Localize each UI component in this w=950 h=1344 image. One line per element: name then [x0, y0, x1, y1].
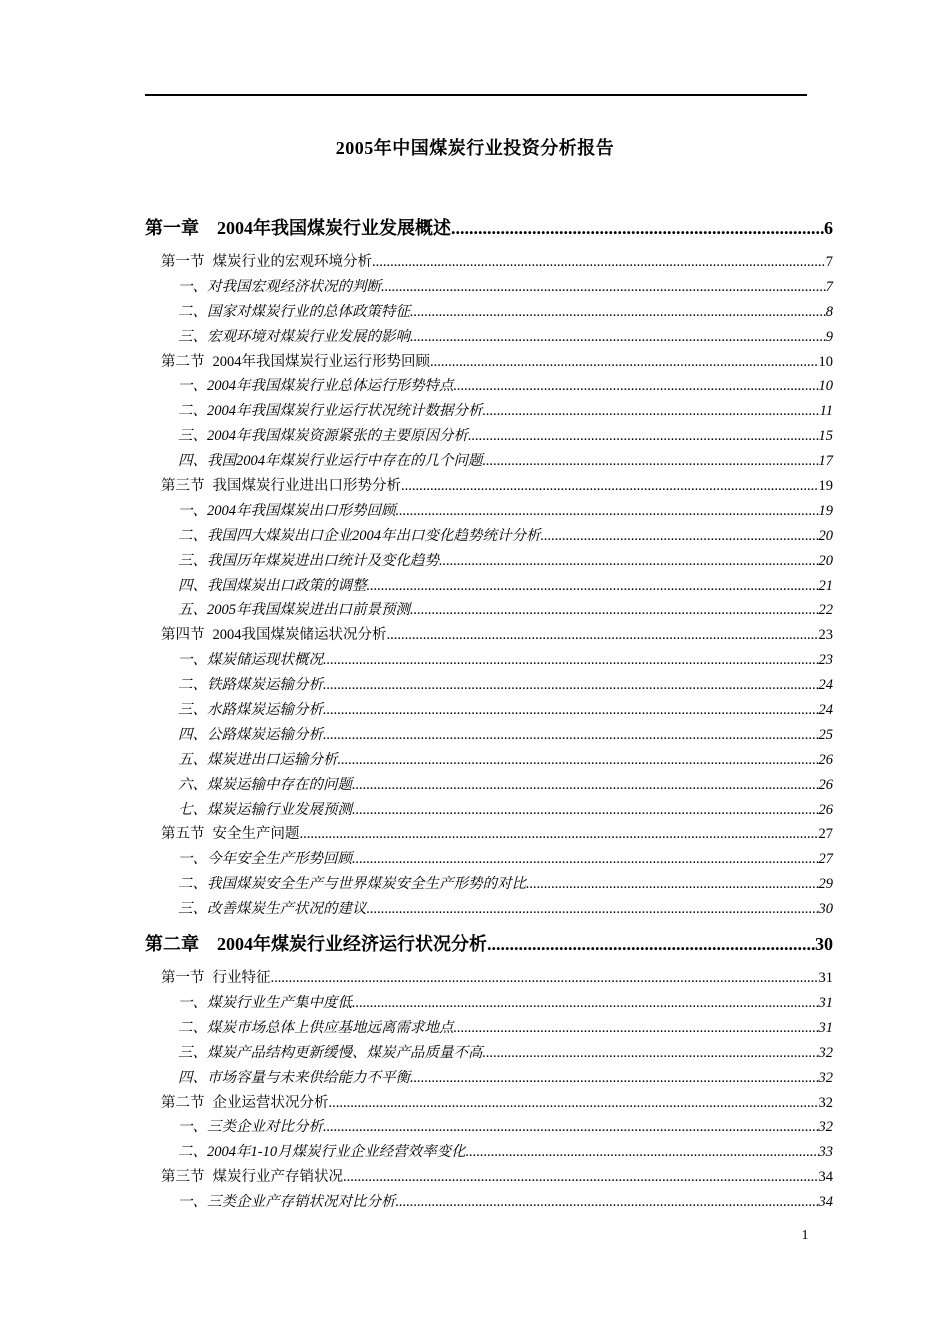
toc-entry-label	[178, 673, 323, 698]
toc-item[interactable]	[145, 847, 833, 872]
toc-entry-number: 第五节	[161, 826, 205, 843]
toc-item[interactable]	[145, 549, 833, 574]
toc-chapter[interactable]	[145, 216, 833, 240]
toc-item[interactable]	[145, 325, 833, 350]
toc-entry-label	[161, 474, 401, 499]
toc-entry-label	[178, 1140, 466, 1165]
dot-leader	[387, 623, 819, 648]
toc-page-number: 32	[818, 1094, 833, 1111]
toc-entry-text: 一、今年安全生产形势回顾	[178, 851, 352, 868]
toc-entry-label	[178, 847, 352, 872]
dot-leader	[343, 1165, 819, 1190]
toc-page-number: 31	[818, 1019, 833, 1036]
toc-entry-label	[178, 1016, 454, 1041]
toc-page-number: 9	[825, 328, 833, 345]
toc-item[interactable]	[145, 574, 833, 599]
dot-leader	[338, 748, 819, 773]
dot-leader	[352, 847, 819, 872]
toc-entry-text: 企业运营状况分析	[212, 1094, 329, 1111]
toc-entry-label	[161, 250, 372, 275]
toc-entry-label	[178, 300, 410, 325]
toc-entry-number: 第三节	[161, 478, 205, 495]
toc-page-number: 19	[818, 502, 833, 519]
toc-item[interactable]	[145, 275, 833, 300]
toc-page-number: 22	[818, 602, 833, 619]
toc-page-number: 6	[824, 218, 833, 238]
toc-entry-text: 一、三类企业产存销状况对比分析	[178, 1194, 396, 1211]
dot-leader	[323, 648, 819, 673]
toc-entry-label	[178, 449, 483, 474]
dot-leader	[483, 399, 820, 424]
dot-leader	[483, 449, 819, 474]
toc-entry-label	[161, 966, 271, 991]
toc-page-number: 25	[818, 726, 833, 743]
toc-page-number: 26	[818, 776, 833, 793]
toc-entry-text: 煤炭行业产存销状况	[212, 1169, 343, 1186]
dot-leader	[352, 773, 819, 798]
toc-item[interactable]	[145, 1041, 833, 1066]
toc-entry-number: 第一节	[161, 970, 205, 987]
toc-section[interactable]	[145, 623, 833, 648]
dot-leader	[410, 1066, 819, 1091]
toc-item[interactable]	[145, 1190, 833, 1215]
toc-item[interactable]	[145, 499, 833, 524]
dot-leader	[271, 966, 819, 991]
toc-page-number: 17	[818, 453, 833, 470]
toc-page-number: 32	[818, 1044, 833, 1061]
toc-item[interactable]	[145, 798, 833, 823]
dot-leader	[367, 574, 819, 599]
dot-leader	[323, 673, 819, 698]
toc-item[interactable]	[145, 872, 833, 897]
dot-leader	[300, 822, 819, 847]
toc-page-number: 24	[818, 677, 833, 694]
toc-entry-label	[178, 574, 367, 599]
toc-entry-number: 第二节	[161, 1094, 205, 1111]
toc-entry-text: 2004年我国煤炭行业发展概述	[217, 218, 451, 238]
dot-leader	[468, 424, 819, 449]
dot-leader	[367, 897, 819, 922]
toc-page-number: 34	[818, 1169, 833, 1186]
toc-page-number: 23	[818, 652, 833, 669]
toc-entry-text: 七、煤炭运输行业发展预测	[178, 801, 352, 818]
toc-entry-text: 三、水路煤炭运输分析	[178, 702, 323, 719]
toc-entry-text: 一、2004年我国煤炭出口形势回顾	[178, 502, 396, 519]
toc-entry-text: 一、对我国宏观经济状况的判断	[178, 278, 381, 295]
toc-entry-text: 安全生产问题	[212, 826, 300, 843]
dot-leader	[466, 1140, 819, 1165]
toc-page-number: 10	[818, 378, 833, 395]
toc-entry-text: 二、我国四大煤炭出口企业2004年出口变化趋势统计分析	[178, 527, 541, 544]
toc-entry-label	[178, 524, 541, 549]
dot-leader	[451, 216, 824, 240]
toc-item[interactable]	[145, 648, 833, 673]
toc-entry-label	[178, 374, 454, 399]
toc-entry-label	[178, 1190, 396, 1215]
dot-leader	[410, 300, 826, 325]
toc-page-number: 11	[819, 403, 833, 420]
toc-item[interactable]	[145, 673, 833, 698]
header-rule	[145, 94, 807, 96]
toc-item[interactable]	[145, 1066, 833, 1091]
toc-entry-text: 2004年煤炭行业经济运行状况分析	[217, 934, 487, 955]
toc-entry-text: 一、三类企业对比分析	[178, 1119, 323, 1136]
toc-page-number: 27	[818, 851, 833, 868]
toc-entry-text: 六、煤炭运输中存在的问题	[178, 776, 352, 793]
toc-entry-label	[178, 1066, 410, 1091]
toc-entry-text: 三、宏观环境对煤炭行业发展的影响	[178, 328, 410, 345]
toc-entry-text: 五、煤炭进出口运输分析	[178, 751, 338, 768]
dot-leader	[526, 872, 819, 897]
toc-entry-number: 第二章	[145, 934, 199, 955]
toc-page-number: 20	[818, 552, 833, 569]
toc-entry-number: 第一章	[145, 218, 199, 238]
toc-item[interactable]	[145, 1115, 833, 1140]
toc-entry-label	[178, 723, 323, 748]
toc-page-number: 32	[818, 1069, 833, 1086]
toc-entry-text: 三、2004年我国煤炭资源紧张的主要原因分析	[178, 428, 468, 445]
toc-entry-label	[178, 748, 338, 773]
toc-entry-text: 二、国家对煤炭行业的总体政策特征	[178, 303, 410, 320]
toc-chapter[interactable]	[145, 932, 833, 956]
toc-entry-text: 2004年我国煤炭行业运行形势回顾	[212, 353, 430, 370]
toc-entry-label	[178, 399, 483, 424]
toc-entry-label	[178, 991, 352, 1016]
toc-entry-text: 一、煤炭行业生产集中度低	[178, 994, 352, 1011]
toc-page-number: 32	[818, 1119, 833, 1136]
toc-entry-label	[161, 350, 430, 375]
toc-entry-label	[178, 698, 323, 723]
dot-leader	[323, 698, 819, 723]
dot-leader	[487, 932, 815, 956]
toc-entry-text: 一、煤炭储运现状概况	[178, 652, 323, 669]
toc-item[interactable]	[145, 1016, 833, 1041]
toc-page-number: 7	[825, 254, 833, 270]
toc-entry-label	[178, 648, 323, 673]
toc-item[interactable]	[145, 773, 833, 798]
toc-entry-text: 三、改善煤炭生产状况的建议	[178, 901, 367, 918]
toc-page-number: 34	[818, 1194, 833, 1211]
toc-entry-label	[178, 598, 410, 623]
dot-leader	[329, 1091, 819, 1116]
toc-entry-number: 第二节	[161, 353, 205, 370]
toc-page-number: 20	[818, 527, 833, 544]
document-title: 2005年中国煤炭行业投资分析报告	[335, 138, 615, 158]
toc-entry-label	[178, 773, 352, 798]
toc-section[interactable]	[145, 250, 833, 275]
toc-entry-label	[178, 325, 410, 350]
toc-entry-text: 四、公路煤炭运输分析	[178, 726, 323, 743]
toc-page-number: 23	[818, 627, 833, 644]
toc-entry-label	[178, 1041, 483, 1066]
toc-entry-label	[178, 897, 367, 922]
toc-entry-label	[178, 275, 381, 300]
toc-entry-text: 煤炭行业的宏观环境分析	[212, 254, 372, 270]
page-number: 1	[801, 1228, 809, 1243]
toc-entry-label	[161, 822, 300, 847]
toc-entry-label	[161, 1165, 343, 1190]
dot-leader	[323, 1115, 819, 1140]
toc-page-number: 26	[818, 751, 833, 768]
table-of-contents	[145, 212, 833, 1215]
toc-entry-label	[178, 424, 468, 449]
toc-item[interactable]	[145, 897, 833, 922]
dot-leader	[454, 1016, 819, 1041]
toc-entry-number: 第四节	[161, 627, 205, 644]
toc-item[interactable]	[145, 374, 833, 399]
toc-item[interactable]	[145, 748, 833, 773]
toc-entry-text: 三、我国历年煤炭进出口统计及变化趋势	[178, 552, 439, 569]
toc-page-number: 15	[818, 428, 833, 445]
toc-page-number: 27	[818, 826, 833, 843]
dot-leader	[401, 474, 819, 499]
toc-item[interactable]	[145, 399, 833, 424]
toc-entry-text: 三、煤炭产品结构更新缓慢、煤炭产品质量不高	[178, 1044, 483, 1061]
toc-section[interactable]	[145, 966, 833, 991]
toc-page-number: 7	[825, 278, 833, 295]
toc-item[interactable]	[145, 991, 833, 1016]
dot-leader	[372, 250, 826, 275]
toc-item[interactable]	[145, 598, 833, 623]
toc-entry-text: 四、市场容量与未来供给能力不平衡	[178, 1069, 410, 1086]
toc-entry-text: 我国煤炭行业进出口形势分析	[212, 478, 401, 495]
toc-page-number: 31	[818, 994, 833, 1011]
toc-section[interactable]	[145, 822, 833, 847]
dot-leader	[541, 524, 819, 549]
toc-entry-label	[178, 499, 396, 524]
dot-leader	[381, 275, 826, 300]
toc-entry-text: 二、我国煤炭安全生产与世界煤炭安全生产形势的对比	[178, 876, 526, 893]
dot-leader	[396, 1190, 819, 1215]
toc-page-number: 29	[818, 876, 833, 893]
toc-entry-label	[161, 1091, 329, 1116]
toc-entry-label	[178, 872, 526, 897]
toc-item[interactable]	[145, 524, 833, 549]
toc-entry-text: 行业特征	[212, 970, 271, 987]
toc-entry-label	[145, 932, 487, 956]
toc-page-number: 19	[818, 478, 833, 495]
toc-entry-number: 第三节	[161, 1169, 205, 1186]
toc-item[interactable]	[145, 424, 833, 449]
toc-entry-text: 五、2005年我国煤炭进出口前景预测	[178, 602, 410, 619]
toc-page-number: 10	[818, 353, 833, 370]
dot-leader	[430, 350, 819, 375]
dot-leader	[483, 1041, 819, 1066]
toc-page-number: 31	[818, 970, 833, 987]
toc-entry-label	[178, 798, 352, 823]
dot-leader	[352, 991, 819, 1016]
toc-section[interactable]	[145, 350, 833, 375]
toc-page-number: 33	[818, 1144, 833, 1161]
toc-page-number: 24	[818, 702, 833, 719]
toc-page-number: 8	[825, 303, 833, 320]
dot-leader	[323, 723, 819, 748]
toc-item[interactable]	[145, 1140, 833, 1165]
toc-section[interactable]	[145, 1165, 833, 1190]
dot-leader	[396, 499, 819, 524]
toc-entry-text: 一、2004年我国煤炭行业总体运行形势特点	[178, 378, 454, 395]
toc-entry-label	[178, 1115, 323, 1140]
toc-entry-text: 二、2004年1-10月煤炭行业企业经营效率变化	[178, 1144, 466, 1161]
toc-page-number: 30	[818, 901, 833, 918]
dot-leader	[410, 325, 826, 350]
toc-page-number: 26	[818, 801, 833, 818]
toc-section[interactable]	[145, 1091, 833, 1116]
dot-leader	[352, 798, 819, 823]
dot-leader	[410, 598, 819, 623]
toc-page-number: 21	[818, 577, 833, 594]
toc-item[interactable]	[145, 449, 833, 474]
toc-entry-text: 二、铁路煤炭运输分析	[178, 677, 323, 694]
toc-entry-text: 2004我国煤炭储运状况分析	[212, 627, 387, 644]
toc-item[interactable]	[145, 698, 833, 723]
toc-entry-label	[161, 623, 387, 648]
dot-leader	[454, 374, 819, 399]
toc-page-number: 30	[815, 934, 833, 955]
toc-entry-number: 第一节	[161, 254, 205, 270]
toc-section[interactable]	[145, 474, 833, 499]
toc-item[interactable]	[145, 723, 833, 748]
toc-entry-text: 二、2004年我国煤炭行业运行状况统计数据分析	[178, 403, 483, 420]
toc-entry-label	[145, 216, 451, 240]
dot-leader	[439, 549, 819, 574]
toc-entry-label	[178, 549, 439, 574]
toc-entry-text: 四、我国2004年煤炭行业运行中存在的几个问题	[178, 453, 483, 470]
toc-item[interactable]	[145, 300, 833, 325]
toc-entry-text: 二、煤炭市场总体上供应基地远离需求地点	[178, 1019, 454, 1036]
toc-entry-text: 四、我国煤炭出口政策的调整	[178, 577, 367, 594]
